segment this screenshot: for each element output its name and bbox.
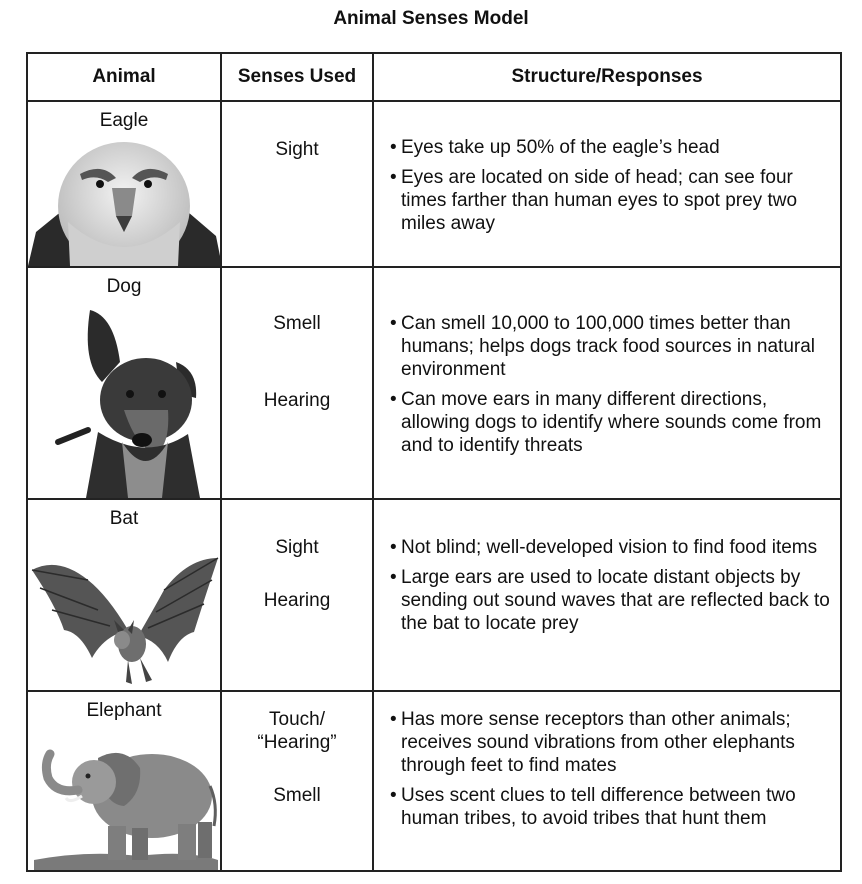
senses-cell-dog (221, 267, 373, 499)
response-item: • Can smell 10,000 to 100,000 times better than humans; helps dogs track food sources in natural environment (390, 312, 830, 381)
animal-name: Bat (109, 508, 139, 529)
response-item: • Eyes take up 50% of the eagle’s head (390, 136, 830, 159)
table-row-bat (27, 499, 841, 691)
sense-label: Sight (275, 139, 319, 160)
table-row-dog (27, 267, 841, 499)
sense-label: “Hearing” (257, 732, 337, 753)
sense-label: Hearing (263, 590, 331, 611)
sense-label: Smell (273, 313, 321, 334)
table-row-eagle (27, 101, 841, 267)
elephant-photo-icon (28, 734, 221, 870)
responses-list (374, 312, 840, 457)
responses-cell-dog (373, 267, 841, 499)
animal-cell-dog (27, 267, 221, 499)
animal-cell-eagle (27, 101, 221, 267)
responses-list (374, 136, 840, 235)
header-animal: Animal (27, 53, 221, 101)
header-senses: Senses Used (221, 53, 373, 101)
senses-cell-bat (221, 499, 373, 691)
response-item: • Large ears are used to locate distant objects by sending out sound waves that are reflected back to the bat to locate prey (390, 566, 830, 635)
animal-name: Dog (106, 276, 142, 297)
response-item: • Uses scent clues to tell difference between two human tribes, to avoid tribes that hunt them (390, 784, 830, 830)
dog-photo-icon (28, 302, 221, 498)
eagle-photo-icon (28, 132, 221, 266)
senses-cell-eagle (221, 101, 373, 267)
senses-cell-elephant (221, 691, 373, 871)
responses-list (374, 708, 840, 830)
animal-name: Elephant (86, 700, 162, 721)
animal-cell-bat (27, 499, 221, 691)
table-header-row (27, 53, 841, 101)
sense-label: Smell (273, 785, 321, 806)
response-item: • Can move ears in many different directions, allowing dogs to identify where sounds come from and to identify threats (390, 388, 830, 457)
animal-name: Eagle (99, 110, 149, 131)
responses-cell-eagle (373, 101, 841, 267)
responses-list (374, 536, 840, 635)
sense-label: Sight (275, 537, 319, 558)
animal-cell-elephant (27, 691, 221, 871)
page-title: Animal Senses Model (333, 8, 529, 29)
table-row-elephant (27, 691, 841, 871)
response-item: • Eyes are located on side of head; can see four times farther than human eyes to spot prey two miles away (390, 166, 830, 235)
animal-senses-table (26, 52, 842, 872)
sense-label: Touch/ (269, 709, 325, 730)
response-item: • Not blind; well-developed vision to find food items (390, 536, 830, 559)
header-structure: Structure/Responses (373, 53, 841, 101)
sense-label: Hearing (263, 390, 331, 411)
bat-photo-icon (28, 540, 221, 690)
responses-cell-elephant (373, 691, 841, 871)
responses-cell-bat (373, 499, 841, 691)
response-item: • Has more sense receptors than other animals; receives sound vibrations from other elephants through feet to find mates (390, 708, 830, 777)
